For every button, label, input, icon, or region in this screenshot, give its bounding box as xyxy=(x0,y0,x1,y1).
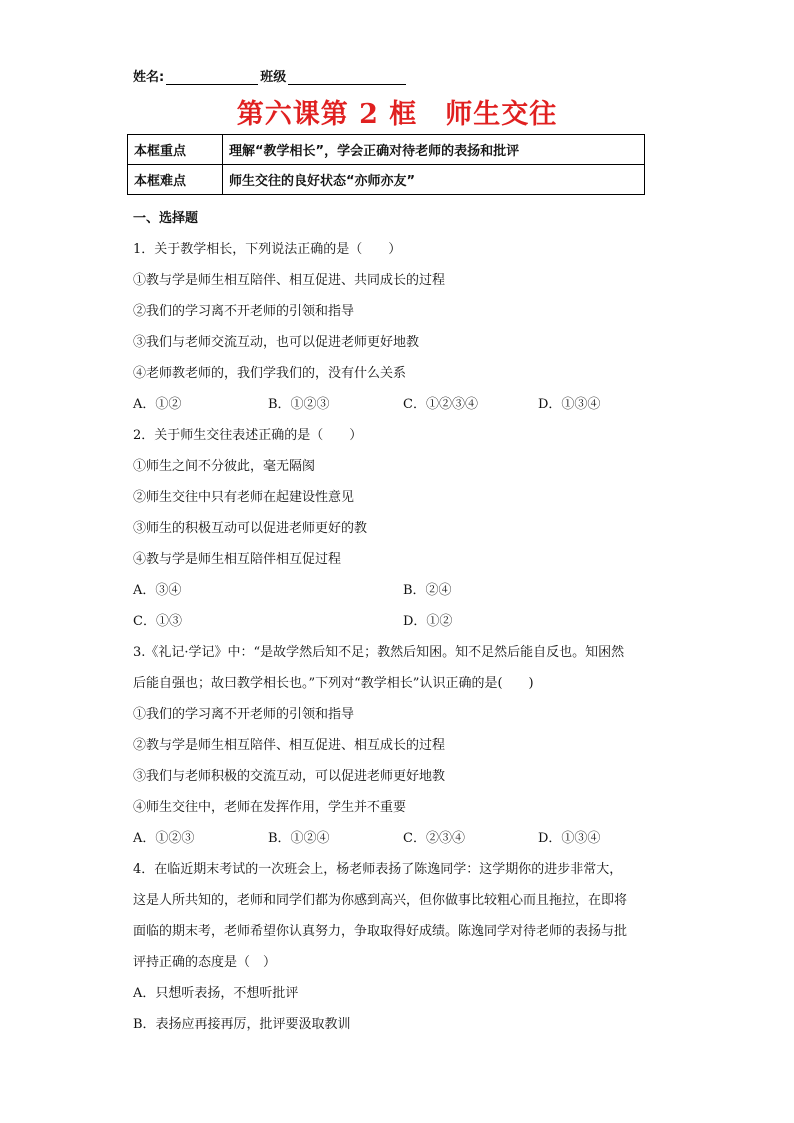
question-stem: 评持正确的态度是（ ） xyxy=(133,955,277,970)
statement-item: ①我们的学习离不开老师的引领和指导 xyxy=(133,707,355,722)
page-title: 第六课第 2 框 师生交往 xyxy=(236,99,558,130)
answer-options xyxy=(133,606,673,637)
option-a[interactable]: A．只想听表扬，不想听批评 xyxy=(133,986,299,1001)
option-c[interactable]: C．②③④ xyxy=(403,831,465,846)
option-b[interactable]: B．表扬应再接再厉，批评要汲取教训 xyxy=(133,1017,351,1032)
option-d[interactable]: D．①③④ xyxy=(538,831,601,846)
question-content xyxy=(133,203,673,1040)
statement-item: ③我们与老师积极的交流互动，可以促进老师更好地教 xyxy=(133,769,446,784)
question-stem: 2．关于师生交往表述正确的是（ ） xyxy=(133,428,363,443)
question-2 xyxy=(133,420,673,637)
difficulty-value: 师生交往的良好状态“亦师亦友” xyxy=(223,165,645,195)
option-b[interactable]: B．②④ xyxy=(403,583,452,598)
answer-options xyxy=(133,389,673,420)
student-info-line xyxy=(133,66,408,85)
table-row xyxy=(128,135,645,165)
name-blank[interactable] xyxy=(166,70,258,85)
option-b[interactable]: B．①②④ xyxy=(268,831,330,846)
question-stem: 3.《礼记·学记》中：“是故学然后知不足；教然后知困。知不足然后能自反也。知困然 xyxy=(133,645,625,660)
question-stem: 这是人所共知的，老师和同学们都为你感到高兴，但你做事比较粗心而且拖拉，在即将 xyxy=(133,893,628,908)
option-c[interactable]: C．①②③④ xyxy=(403,397,478,412)
statement-item: ③我们与老师交流互动，也可以促进老师更好地教 xyxy=(133,335,420,350)
option-c[interactable]: C．①③ xyxy=(133,614,182,629)
question-3 xyxy=(133,637,673,854)
name-label: 姓名: xyxy=(133,70,165,85)
answer-options xyxy=(133,823,673,854)
focus-value: 理解“教学相长”，学会正确对待老师的表扬和批评 xyxy=(223,135,645,165)
statement-item: ①教与学是师生相互陪伴、相互促进、共同成长的过程 xyxy=(133,273,446,288)
option-d[interactable]: D．①② xyxy=(403,614,453,629)
statement-item: ②师生交往中只有老师在起建设性意见 xyxy=(133,490,355,505)
question-stem: 后能自强也；故曰教学相长也。”下列对“教学相长”认识正确的是( ) xyxy=(133,676,534,691)
option-d[interactable]: D．①③④ xyxy=(538,397,601,412)
answer-options xyxy=(133,575,673,606)
class-blank[interactable] xyxy=(288,70,406,85)
lesson-focus-table xyxy=(127,134,645,195)
statement-item: ④教与学是师生相互陪伴相互促过程 xyxy=(133,552,342,567)
option-a[interactable]: A．①② xyxy=(133,397,182,412)
statement-item: ①师生之间不分彼此，毫无隔阂 xyxy=(133,459,316,474)
statement-item: ④师生交往中，老师在发挥作用，学生并不重要 xyxy=(133,800,407,815)
focus-key: 本框重点 xyxy=(128,135,223,165)
question-stem: 1．关于教学相长，下列说法正确的是（ ） xyxy=(133,242,402,257)
statement-item: ②我们的学习离不开老师的引领和指导 xyxy=(133,304,355,319)
option-a[interactable]: A．①②③ xyxy=(133,831,195,846)
option-a[interactable]: A．③④ xyxy=(133,583,182,598)
question-stem: 面临的期末考，老师希望你认真努力，争取取得好成绩。陈逸同学对待老师的表扬与批 xyxy=(133,924,628,939)
section-title: 一、选择题 xyxy=(133,211,199,226)
question-1 xyxy=(133,234,673,420)
statement-item: ②教与学是师生相互陪伴、相互促进、相互成长的过程 xyxy=(133,738,446,753)
question-stem: 4．在临近期末考试的一次班会上，杨老师表扬了陈逸同学：这学期你的进步非常大， xyxy=(133,862,623,877)
table-row xyxy=(128,165,645,195)
option-b[interactable]: B．①②③ xyxy=(268,397,330,412)
statement-item: ③师生的积极互动可以促进老师更好的教 xyxy=(133,521,368,536)
class-label: 班级 xyxy=(260,70,287,85)
question-4 xyxy=(133,854,673,1040)
statement-item: ④老师教老师的，我们学我们的，没有什么关系 xyxy=(133,366,407,381)
difficulty-key: 本框难点 xyxy=(128,165,223,195)
